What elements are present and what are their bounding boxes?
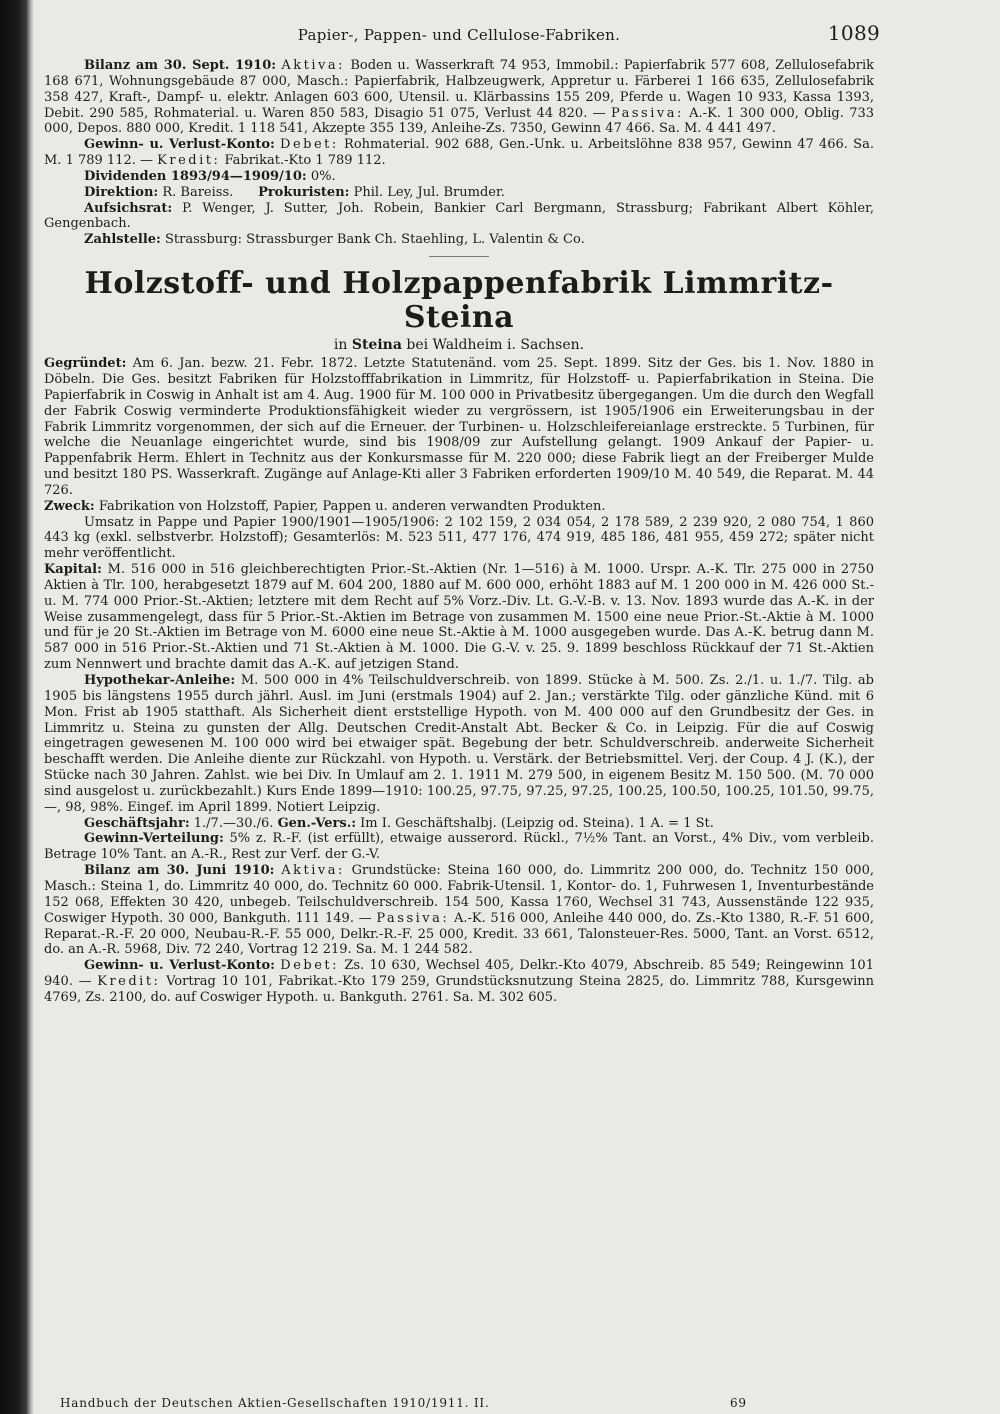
passiva-text: A.-K. 516 000, Anleihe 440 000, do. Zs.-Kto 1380, R.-F. 51 600, Reparat.-R.-F. 20 000, Neubau-R.-F. 55 000, Delkr.-R.-F. 25 000, Kredit. 33 661, Talonsteuer-Res. 5000, Tant. an Vorst. 6512, do. an A.-R. 5968, Div. 72 240, Vortrag 12 219. Sa. M. 1 244 582. bbox=[44, 910, 874, 958]
company-entry-limmritz-steina bbox=[44, 267, 874, 1006]
bilanz-paragraph bbox=[44, 58, 874, 137]
section-divider bbox=[429, 256, 489, 257]
aufsichtsrat-label: Aufsichsrat: bbox=[84, 200, 173, 216]
aufsichtsrat-text: P. Wenger, J. Sutter, Joh. Robein, Bankier Carl Bergmann, Strassburg; Fabrikant Albert Köhler, Gengenbach. bbox=[44, 200, 874, 232]
dividenden-paragraph bbox=[44, 169, 874, 185]
guv-kredit-text: Fabrikat.-Kto 1 789 112. bbox=[224, 153, 386, 169]
dividenden-label: Dividenden 1893/94—1909/10: bbox=[84, 168, 307, 184]
prokuristen-text: Phil. Ley, Jul. Brumder. bbox=[353, 184, 505, 200]
zweck-paragraph bbox=[44, 499, 874, 515]
zweck-text: Fabrikation von Holzstoff, Papier, Pappen u. anderen verwandten Produkten. bbox=[98, 498, 606, 514]
guv-label: Gewinn- u. Verlust-Konto: bbox=[84, 958, 275, 974]
running-header bbox=[44, 21, 880, 58]
debet-label: Debet: bbox=[280, 137, 339, 153]
hypothekar-label: Hypothekar-Anleihe: bbox=[84, 673, 236, 688]
location-prefix: in bbox=[333, 337, 348, 354]
geschaeftsjahr-text: 1./7.—30./6. bbox=[193, 815, 274, 831]
guv-debet-text: Rohmaterial. 902 688, Gen.-Unk. u. Arbeitslöhne 838 957, Gewinn 47 466. Sa. M. 1 789 112. — bbox=[44, 137, 874, 169]
genvers-text: Im I. Geschäftshalbj. (Leipzig od. Steina). 1 A. = 1 St. bbox=[360, 815, 714, 831]
page-footer bbox=[60, 1396, 880, 1410]
bilanz-paragraph bbox=[44, 863, 874, 958]
gewinnverteilung-paragraph bbox=[44, 831, 874, 863]
guv-paragraph bbox=[44, 958, 874, 1006]
prokuristen-label: Prokuristen: bbox=[258, 184, 350, 200]
direktion-text: R. Bareiss. bbox=[162, 184, 234, 200]
kapital-label: Kapital: bbox=[44, 562, 102, 578]
gewinnverteilung-label: Gewinn-Verteilung: bbox=[84, 831, 224, 847]
page-number: 1089 bbox=[827, 21, 880, 45]
genvers-label: Gen.-Vers.: bbox=[277, 815, 357, 831]
zahlstelle-label: Zahlstelle: bbox=[84, 232, 161, 248]
aktiva-label: Aktiva: bbox=[281, 863, 345, 879]
company-title: Holzstoff- und Holzpappenfabrik Limmritz-Steina bbox=[84, 266, 834, 336]
guv-debet-text: Zs. 10 630, Wechsel 405, Delkr.-Kto 4079, Abschreib. 85 549; Reingewinn 101 940. — bbox=[44, 958, 874, 990]
company-location bbox=[44, 337, 874, 354]
bilanz-label: Bilanz am 30. Juni 1910: bbox=[84, 863, 275, 879]
kapital-text: M. 516 000 in 516 gleichberechtigten Prior.-St.-Aktien (Nr. 1—516) à M. 1000. Urspr. A.-K. Tlr. 275 000 in 2750 Aktien à Tlr. 100, herabgesetzt 1879 auf M. 604 200, 1880 auf M. 600 000, erhöht 1883 auf M. 1 200 000 in M. 426 000 St.- u. M. 774 000 Prior.-St.-Aktien; letztere mit dem Recht auf 5% Vorz.-Div. Lt. G.-V.-B. v. 13. Nov. 1893 wurde das A.-K. in der Weise zusammengelegt, dass für 5 Prior.-St.-Aktien im Betrage von zusammen M. 1500 eine neue Prior.-St.-Aktie à M. 1000 und für je 20 St.-Aktien im Betrage von M. 6000 eine neue St.-Aktie à M. 1000 ausgegeben wurde. Das A.-K. betrug dann M. 587 000 in 516 Prior.-St.-Aktien und 71 St.-Aktien à M. 1000. Die G.-V. v. 25. 9. 1899 beschloss Rückkauf der 71 St.-Aktien zum Nennwert und brachte damit das A.-K. auf jetzigen Stand. bbox=[44, 562, 875, 673]
footer-source: Handbuch der Deutschen Aktien-Gesellschaften 1910/1911. II. bbox=[60, 1396, 490, 1410]
hypothekar-paragraph bbox=[44, 673, 874, 816]
scan-binding-edge bbox=[0, 0, 34, 1414]
direktion-label: Direktion: bbox=[84, 184, 159, 200]
kredit-label: Kredit: bbox=[97, 974, 161, 990]
gegruendet-paragraph bbox=[44, 356, 874, 499]
guv-label: Gewinn- u. Verlust-Konto: bbox=[84, 137, 275, 153]
kredit-label: Kredit: bbox=[157, 153, 221, 169]
gegruendet-text: Am 6. Jan. bezw. 21. Febr. 1872. Letzte Statutenänd. vom 25. Sept. 1899. Sitz der Ges. bis 1. Nov. 1880 in Döbeln. Die Ges. besitzt Fabriken für Holzstofffabrikation in Limmritz, für Holzstoff- u. Papierfabrikation in Steina. Die Papierfabrik in Coswig in Anhalt ist am 4. Aug. 1900 für M. 100 000 in Privatbesitz übergegangen. Um die durch den Wegfall der Fabrik Coswig verminderte Produktionsfähigkeit wieder zu vergrössern, ist 1905/1906 ein Erweiterungsbau in der Fabrik Limmritz vorgenommen, der sich auf die Erneuer. der Turbinen- u. Holzschleifereianlage erstreckte. 5 Turbinen, für welche die Neuanlage eingerichtet wurde, sind bis 1908/09 zur Aufstellung gelangt. 1909 Ankauf der Papier- u. Pappenfabrik Herm. Ehlert in Technitz aus der Konkursmasse für M. 220 000; diese Fabrik liegt an der Freiberger Mulde und besitzt 180 PS. Wasserkraft. Zugänge auf Anlage-Kti aller 3 Fabriken erforderten 1909/10 M. 40 549, die Reparat. M. 44 726. bbox=[44, 356, 874, 498]
bilanz-text: Grundstücke: Steina 160 000, do. Limmritz 200 000, do. Technitz 150 000, Masch.: Steina 1, do. Limmritz 40 000, do. Technitz 60 000. Fabrik-Utensil. 1, Kontor- do. 1, Fuhrwesen 1, Inventurbestände 152 068, Effekten 30 420, unbegeb. Teilschuldverschreib. 154 500, Kassa 1760, Wechsel 31 743, Aussenstände 122 935, Coswiger Hypoth. 30 000, Bankguth. 111 149. — bbox=[44, 863, 874, 926]
footer-signature: 69 bbox=[730, 1396, 747, 1410]
running-header-title: Papier-, Pappen- und Cellulose-Fabriken. bbox=[297, 26, 621, 44]
guv-kredit-text: Vortrag 10 101, Fabrikat.-Kto 179 259, Grundstücksnutzung Steina 2825, do. Limmritz 788, Kursgewinn 4769, Zs. 2100, do. auf Coswiger Hypoth. u. Bankguth. 2761. Sa. M. 302 605. bbox=[44, 974, 875, 1005]
passiva-text: A.-K. 1 300 000, Oblig. 733 000, Depos. 880 000, Kredit. 1 118 541, Akzepte 355 139, Anleihe-Zs. 7350, Gewinn 47 466. Sa. M. 4 441 497. bbox=[44, 105, 875, 137]
location-suffix: bei Waldheim i. Sachsen. bbox=[406, 337, 585, 354]
zweck-label: Zweck: bbox=[44, 498, 95, 514]
kapital-paragraph bbox=[44, 562, 874, 673]
aktiva-label: Aktiva: bbox=[281, 58, 346, 73]
gegruendet-label: Gegründet: bbox=[44, 356, 127, 372]
direktion-paragraph bbox=[44, 185, 874, 201]
aufsichtsrat-paragraph bbox=[44, 201, 874, 233]
document-page bbox=[44, 21, 880, 1006]
dividenden-text: 0%. bbox=[310, 168, 336, 184]
zahlstelle-paragraph bbox=[44, 232, 874, 248]
guv-paragraph bbox=[44, 137, 874, 169]
passiva-label: Passiva: bbox=[610, 105, 684, 121]
company-entry-previous bbox=[44, 58, 874, 248]
geschaeftsjahr-paragraph bbox=[44, 816, 874, 832]
bilanz-label: Bilanz am 30. Sept. 1910: bbox=[84, 58, 277, 73]
debet-label: Debet: bbox=[280, 958, 340, 974]
hypothekar-text: M. 500 000 in 4% Teilschuldverschreib. von 1899. Stücke à M. 500. Zs. 2./1. u. 1./7. Tilg. ab 1905 bis längstens 1955 durch jährl. Ausl. im Juni (erstmals 1904) auf 2. Jan.; verstärkte Tilg. oder gänzliche Künd. mit 6 Mon. Frist ab 1905 statthaft. Als Sicherheit dient erststellige Hypoth. von M. 400 000 auf den Grundbesitz der Ges. in Limmritz u. Steina zu gunsten der Allg. Deutschen Credit-Anstalt Abt. Becker & Co. in Leipzig. Für die auf Coswig eingetragen gewesenen M. 100 000 wird bei etwaiger spät. Begebung der betr. Schuldverschreib. anderweite Sicherheit beschafft werden. Die Anleihe diente zur Rückzahl. von Hypoth. u. Verstärk. der Betriebsmittel. Verj. der Coup. 4 J. (K.), der Stücke nach 30 Jahren. Zahlst. wie bei Div. In Umlauf am 2. 1. 1911 M. 279 500, in eigenem Besitz M. 150 500. (M. 70 000 sind ausgelost u. zurückbezahlt.) Kurs Ende 1899—1910: 100.25, 97.75, 97.25, 97.25, 100.25, 100.50, 100.25, 101.50, 99.75, —, 98, 98%. Eingef. im April 1899. Notiert Leipzig. bbox=[44, 673, 874, 815]
passiva-label: Passiva: bbox=[376, 910, 450, 926]
geschaeftsjahr-label: Geschäftsjahr: bbox=[84, 815, 190, 831]
zahlstelle-text: Strassburg: Strassburger Bank Ch. Staehling, L. Valentin & Co. bbox=[165, 232, 585, 248]
gewinnverteilung-text: 5% z. R.-F. (ist erfüllt), etwaige ausserord. Rückl., 7½% Tant. an Vorst., 4% Div., vom verbleib. Betrage 10% Tant. an A.-R., Rest zur Verf. der G.-V. bbox=[44, 831, 874, 863]
bilanz-text: Boden u. Wasserkraft 74 953, Immobil.: Papierfabrik 577 608, Zellulosefabrik 168 671, Wohnungsgebäude 87 000, Masch.: Papierfabrik, Halbzeugwerk, Appretur u. Färberei 1 166 635, Zellulosefabrik 358 427, Kraft-, Dampf- u. elektr. Anlagen 603 600, Utensil. u. Klärbassins 155 209, Pferde u. Wagen 10 933, Kassa 1393, Debit. 290 585, Rohmaterial. u. Waren 850 583, Disagio 51 075, Verlust 44 820. — bbox=[44, 58, 874, 121]
umsatz-paragraph: Umsatz in Pappe und Papier 1900/1901—1905/1906: 2 102 159, 2 034 054, 2 178 589, 2 239 920, 2 080 754, 1 860 443 kg (exkl. selbstverbr. Holzstoff); Gesamterlös: M. 523 511, 477 176, 474 919, 485 186, 481 955, 459 272; später nicht mehr veröffentlicht. bbox=[44, 514, 874, 562]
location-city: Steina bbox=[351, 337, 402, 354]
